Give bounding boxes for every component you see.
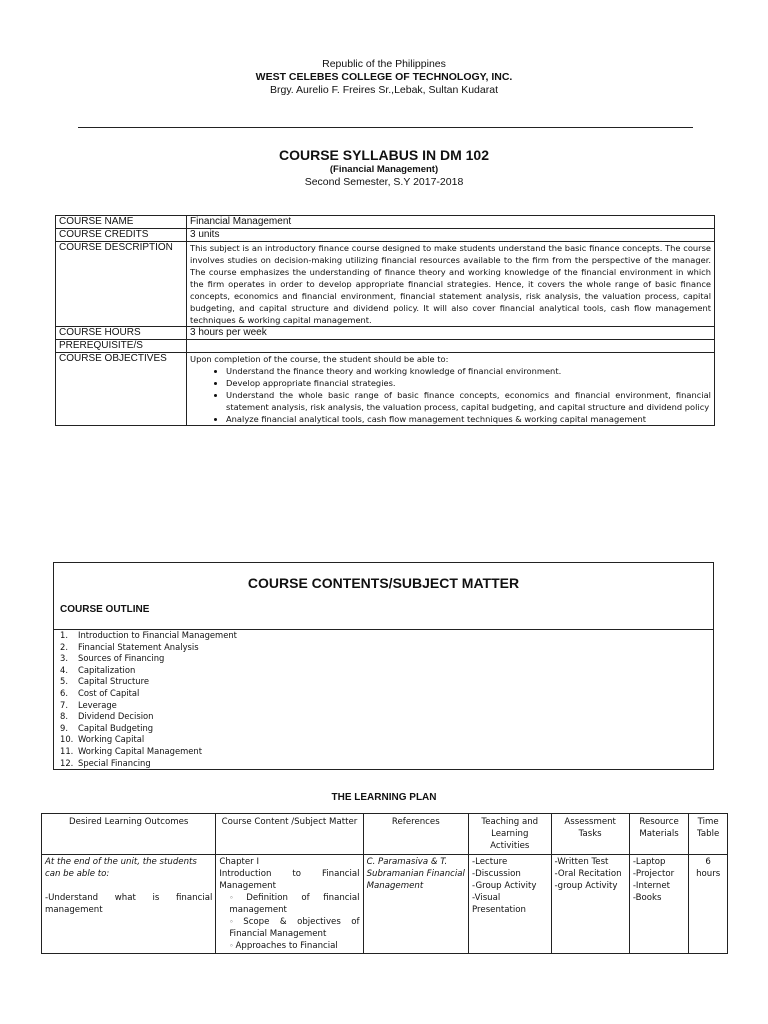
content-topic-item: ◦ Approaches to Financial [229, 940, 359, 952]
assessment-item: -Oral Recitation [554, 869, 622, 879]
col-header-time: Time Table [689, 814, 728, 855]
semester-label: Second Semester, S.Y 2017-2018 [304, 176, 464, 188]
course-credits-label: COURSE CREDITS [56, 229, 187, 242]
content-topic-item: ◦ Scope & objectives of Financial Management [229, 916, 359, 940]
outline-number: 12. [60, 757, 74, 768]
teaching-item: -Discussion [472, 869, 521, 879]
college-name: WEST CELEBES COLLEGE OF TECHNOLOGY, INC. [255, 71, 513, 83]
objectives-list [190, 365, 711, 425]
outline-item [60, 653, 237, 665]
course-hours-row [56, 327, 715, 340]
objective-item: • Analyze financial analytical tools, cash flow management techniques & working capital management [226, 413, 711, 425]
outline-item [60, 665, 237, 677]
course-objectives-row [56, 353, 715, 426]
objective-item: • Develop appropriate financial strategies. [226, 377, 711, 389]
outline-number: 8. [60, 711, 68, 722]
outline-item [60, 688, 237, 700]
chapter-label: Chapter I [219, 857, 259, 867]
outline-text: Special Financing [78, 757, 151, 768]
prerequisites-row [56, 340, 715, 353]
content-topics [219, 892, 359, 952]
outline-text: Capital Structure [78, 676, 149, 687]
teaching-item: -Group Activity [472, 881, 537, 891]
prerequisites-label: PREREQUISITE/S [56, 340, 187, 353]
outline-text: Capital Budgeting [78, 722, 154, 733]
outline-text: Cost of Capital [78, 687, 140, 698]
course-name-label: COURSE NAME [56, 216, 187, 229]
outline-text: Working Capital Management [78, 745, 203, 756]
outline-number: 9. [60, 722, 68, 733]
course-description-value: This subject is an introductory finance course designed to make students understand the basic finance concepts. The course involves studies on decision-making utilizing financial resources available to the firm from the perspective of the manager. The course emphasizes the understanding of finance theory and working knowledge of the financial environment in which the firm operates in order to develop appropriate financial strategies. Hence, it covers the whole range of basic finance concepts, economics and financial environment, financial statement analysis, risk analysis, the valuation process, capital budgeting, and capital structure and dividend policy. It will also cover financial analytical tools, cash flow management techniques & working capital management. [187, 242, 715, 327]
objectives-intro: Upon completion of the course, the student should be able to: [190, 354, 449, 364]
outline-text: Sources of Financing [78, 653, 165, 664]
outline-number: 4. [60, 664, 68, 675]
learning-plan-header-row [42, 814, 728, 855]
learning-plan-title: THE LEARNING PLAN [331, 792, 437, 803]
course-info-table [55, 215, 715, 426]
syllabus-title: COURSE SYLLABUS IN DM 102 [278, 147, 490, 163]
outline-item [60, 700, 237, 712]
references-cell: C. Paramasiva & T. Subramanian Financial Management [363, 855, 468, 954]
course-hours-value: 3 hours per week [187, 327, 715, 340]
col-header-references: References [363, 814, 468, 855]
col-header-resources: Resource Materials [629, 814, 689, 855]
course-name-row [56, 216, 715, 229]
republic-heading: Republic of the Philippines [322, 58, 446, 70]
outline-number: 5. [60, 676, 68, 687]
outline-number: 10. [60, 734, 74, 745]
objective-item: • Understand the whole basic range of basic finance concepts, economics and financial environment, financial statement analysis, risk analysis, the valuation process, capital budgeting, and capital structure and dividend policy [226, 389, 711, 413]
course-description-label: COURSE DESCRIPTION [56, 242, 187, 327]
objective-item: • Understand the finance theory and working knowledge of financial environment. [226, 365, 711, 377]
col-header-outcomes: Desired Learning Outcomes [42, 814, 216, 855]
teaching-item: -Lecture [472, 857, 508, 867]
course-credits-row [56, 229, 715, 242]
outline-text: Financial Statement Analysis [78, 641, 199, 652]
col-header-content: Course Content /Subject Matter [216, 814, 363, 855]
college-address: Brgy. Aurelio F. Freires Sr.,Lebak, Sultan Kudarat [269, 84, 498, 96]
outline-item [60, 676, 237, 688]
assessment-item: -Written Test [554, 857, 609, 867]
content-cell [216, 855, 363, 954]
resources-cell [629, 855, 689, 954]
outline-number: 3. [60, 653, 68, 664]
learning-plan-row [42, 855, 728, 954]
outline-number: 2. [60, 641, 68, 652]
content-topic-item: ◦ Definition of financial management [229, 892, 359, 916]
course-contents-box [53, 562, 714, 770]
course-objectives-label: COURSE OBJECTIVES [56, 353, 187, 426]
time-cell: 6 hours [689, 855, 728, 954]
outcomes-intro: At the end of the unit, the students can be able to: [45, 857, 197, 879]
syllabus-subtitle: (Financial Management) [329, 164, 439, 175]
outline-number: 1. [60, 630, 68, 640]
resource-item: -Internet [632, 881, 671, 891]
teaching-cell [469, 855, 551, 954]
col-header-teaching: Teaching and Learning Activities [469, 814, 551, 855]
outline-number: 6. [60, 687, 68, 698]
outline-number: 7. [60, 699, 68, 710]
col-header-assessment: Assessment Tasks [551, 814, 629, 855]
outline-text: Dividend Decision [78, 711, 154, 722]
outline-item [60, 746, 237, 758]
course-contents-title: COURSE CONTENTS/SUBJECT MATTER [247, 575, 520, 591]
resource-item: -Laptop [632, 857, 666, 867]
chapter-title: Introduction to Financial Management [219, 869, 360, 891]
outline-text: Introduction to Financial Management [78, 630, 237, 640]
course-hours-label: COURSE HOURS [56, 327, 187, 340]
outline-text: Working Capital [78, 734, 145, 745]
outline-text: Leverage [78, 699, 117, 710]
outline-item [60, 642, 237, 654]
learning-plan-table [41, 813, 728, 954]
course-outline-label: COURSE OUTLINE [60, 604, 150, 615]
resource-item: -Projector [632, 869, 675, 879]
assessment-cell [551, 855, 629, 954]
outline-item [60, 723, 237, 735]
course-outline-list [60, 630, 237, 769]
course-objectives-value [187, 353, 715, 426]
outline-item [60, 630, 237, 642]
assessment-item: -group Activity [554, 881, 618, 891]
course-credits-value: 3 units [187, 229, 715, 242]
outcomes-cell [42, 855, 216, 954]
prerequisites-value [187, 340, 715, 353]
header-divider [78, 127, 693, 128]
outcomes-item: -Understand what is financial management [45, 893, 213, 915]
teaching-item: -Visual Presentation [472, 893, 527, 915]
resource-item: -Books [632, 893, 662, 903]
outline-item [60, 758, 237, 770]
outline-item [60, 734, 237, 746]
course-description-row [56, 242, 715, 327]
outline-number: 11. [60, 745, 74, 756]
outline-text: Capitalization [78, 664, 136, 675]
outline-item [60, 711, 237, 723]
course-name-value: Financial Management [187, 216, 715, 229]
